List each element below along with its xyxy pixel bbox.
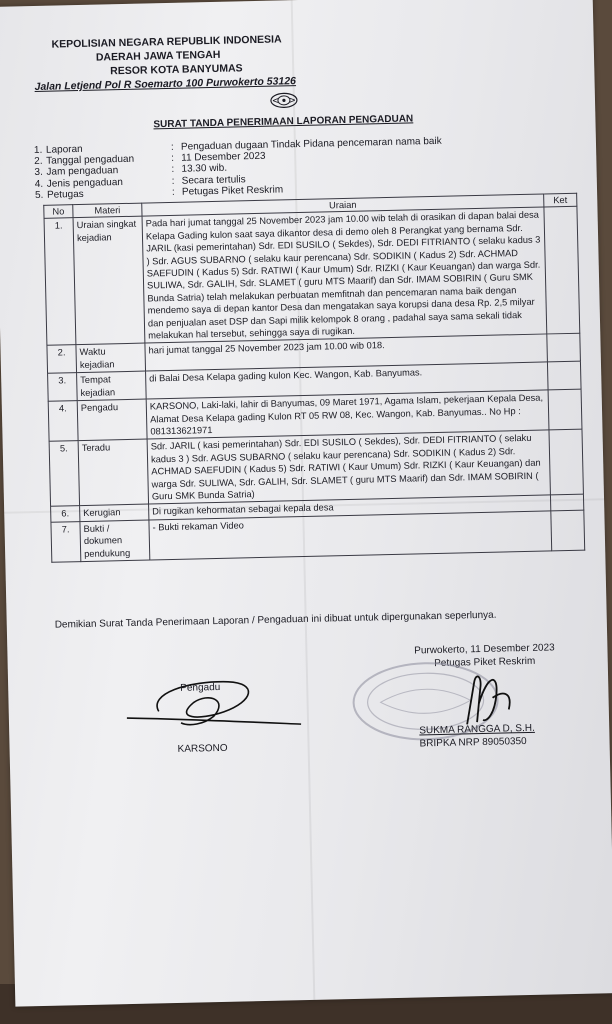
row-no: 3. (48, 373, 78, 401)
letterhead-line-2: DAERAH JAWA TENGAH (95, 48, 221, 64)
info-label: Tanggal pengaduan (46, 153, 135, 167)
info-value: Petugas Piket Reskrim (181, 184, 284, 198)
header-uraian: Uraian (142, 194, 544, 217)
row-materi: Pengadu (77, 399, 147, 441)
row-uraian: - Bukti rekaman Video (149, 511, 552, 560)
row-ket (548, 389, 582, 430)
row-materi: Bukti / dokumen pendukung (80, 520, 150, 562)
info-number: 2. (34, 156, 43, 168)
report-table (43, 193, 585, 563)
info-label: Jam pengaduan (46, 165, 119, 179)
closing-statement: Demikian Surat Tanda Penerimaan Laporan / Pengaduan ini dibuat untuk dipergunakan seperlunya. (54, 609, 497, 631)
row-no: 7. (51, 521, 81, 562)
info-number: 1. (33, 144, 43, 157)
header-no: No (44, 205, 73, 219)
header-materi: Materi (73, 203, 142, 218)
letterhead-address: Jalan Letjend Pol R Soemarto 100 Purwokerto 53126 (34, 75, 297, 94)
report-info-list (34, 136, 443, 201)
row-uraian: Di rugikan kehormatan sebagai kepala desa (149, 495, 551, 520)
signature-left-title: Pengadu (180, 681, 221, 694)
row-ket (547, 334, 581, 363)
signature-left-name: KARSONO (177, 742, 228, 755)
row-no: 4. (48, 401, 78, 442)
info-value: 11 Desember 2023 (181, 150, 266, 164)
signature-place-date: Purwokerto, 11 Desember 2023 (414, 642, 555, 657)
row-ket (550, 495, 583, 511)
info-colon: : (171, 164, 175, 176)
document-title: SURAT TANDA PENERIMAAN LAPORAN PENGADUAN (153, 113, 414, 131)
info-label: Petugas (46, 188, 84, 201)
info-label: Jenis pengaduan (46, 176, 124, 190)
row-no: 6. (51, 506, 80, 522)
info-value: 13.30 wib. (181, 163, 228, 176)
row-materi: Kerugian (80, 504, 149, 521)
letterhead-line-1: KEPOLISIAN NEGARA REPUBLIK INDONESIA (51, 33, 282, 51)
header-ket: Ket (544, 193, 577, 207)
info-value: Pengaduan dugaan Tindak Pidana pencemaran nama baik (180, 135, 442, 153)
signature-right-title: Petugas Piket Reskrim (434, 655, 536, 670)
row-no: 5. (49, 441, 79, 507)
info-colon: : (170, 141, 174, 153)
row-ket (549, 429, 583, 495)
row-no: 2. (47, 345, 77, 373)
signature-right-name: SUKMA RANGGA D, S.H. (419, 722, 535, 737)
letterhead (33, 32, 296, 94)
info-label: Laporan (45, 143, 83, 156)
row-ket (547, 361, 581, 390)
row-ket (551, 510, 585, 551)
table-row (49, 429, 583, 506)
info-value: Secara tertulis (181, 173, 246, 187)
table-row (44, 207, 580, 346)
row-materi: Tempat kejadian (77, 371, 147, 400)
police-emblem-icon (269, 92, 299, 109)
row-uraian: di Balai Desa Kelapa gading kulon Kec. Wangon, Kab. Banyumas. (146, 362, 549, 399)
signature-right-rank: BRIPKA NRP 89050350 (419, 736, 527, 750)
row-uraian: Pada hari jumat tanggal 25 November 2023 jam 10.00 wib telah di orasikan di dapan balai desa Kelapa Gading kulon saat saya dikantor desa di demo oleh 8 Perangkat yang bernama Sdr. JARIL (kasi pemerintahan) Sdr. EDI SUSILO ( Sekdes), Sdr. DEDI FITRIANTO ( selaku kadus 3 ) Sdr. AGUS SUBARNO ( selaku kaur perencana) Sdr. SODIKIN ( Kadus 2) Sdr. ACHMAD SAEFUDIN ( Kadus 5) Sdr. RATIWI ( Kaur Umum) Sdr. RIZKI ( Kaur Keuangan) dan warga Sdr. SULIWA, Sdr. GALIH, Sdr. SLAMET ( guru MTS Maarif) dan Sdr. IMAM SOBIRIN ( Guru SMK Bunda Satria) telah melakukan perbuatan memfitnah dan pencemaran nama baik dengan mendemo saya di depan kantor Desa dan mengatakan saya korupsi dana desa Rp. 2,5 milyar dan penjualan aset DSP dan Sapi milik kelompok 8 orang , padahal saya sama sekali tidak melakukan hal tersebut, sehingga saya di rugikan. (142, 207, 547, 343)
info-number: 4. (34, 178, 44, 190)
row-uraian: KARSONO, Laki-laki, lahir di Banyumas, 09 Maret 1971, Agama Islam, pekerjaan Kepala Desa, Alamat Desa Kelapa gading Kulon RT 05 RW 08, Kec. Wangon, Kab. Banyumas.. No Hp : 081313621971 (146, 390, 549, 439)
row-materi: Teradu (78, 439, 148, 506)
info-colon: : (171, 153, 175, 165)
info-colon: : (171, 175, 175, 187)
info-colon: : (171, 186, 175, 198)
row-uraian: hari jumat tanggal 25 November 2023 jam 10.00 wib 018. (145, 334, 548, 371)
letterhead-line-3: RESOR KOTA BANYUMAS (110, 62, 243, 78)
row-uraian: Sdr. JARIL ( kasi pemerintahan) Sdr. EDI SUSILO ( Sekdes), Sdr. DEDI FITRIANTO ( selaku kadus 3 ) Sdr. AGUS SUBARNO ( selaku kaur perencana) Sdr. SODIKIN ( Kadus 2) Sdr. ACHMAD SAEFUDIN ( Kadus 5) Sdr. RATIWI ( Kaur Umum) Sdr. RIZKI ( Kaur Keuangan) dan warga Sdr. SULIWA, Sdr. GALIH, Sdr. SLAMET ( guru MTS Maarif) dan Sdr. IMAM SOBIRIN ( Guru SMK Bunda Satria) (147, 430, 550, 504)
row-materi: Uraian singkat kejadian (73, 217, 145, 346)
row-materi: Waktu kejadian (76, 344, 146, 373)
signature-right-name-block (419, 722, 535, 751)
row-ket (544, 207, 580, 335)
row-no: 1. (44, 218, 76, 346)
info-number: 3. (34, 167, 43, 179)
info-number: 5. (34, 189, 44, 201)
